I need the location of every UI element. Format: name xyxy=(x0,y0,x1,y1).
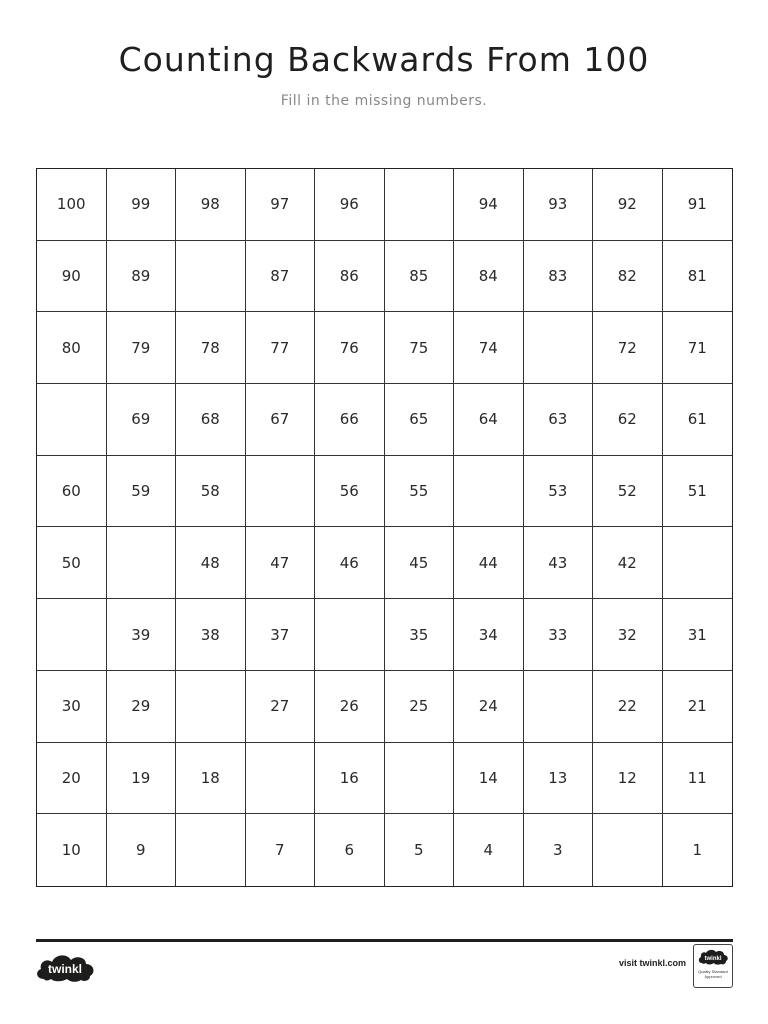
number-cell: 99 xyxy=(107,169,177,241)
number-cell: 30 xyxy=(37,671,107,743)
number-cell: 32 xyxy=(593,599,663,671)
number-cell: 45 xyxy=(385,527,455,599)
number-cell: 84 xyxy=(454,241,524,313)
number-cell: 48 xyxy=(176,527,246,599)
blank-cell[interactable] xyxy=(524,312,594,384)
blank-cell[interactable] xyxy=(385,743,455,815)
number-cell: 24 xyxy=(454,671,524,743)
number-cell: 10 xyxy=(37,814,107,886)
number-cell: 68 xyxy=(176,384,246,456)
blank-cell[interactable] xyxy=(37,384,107,456)
number-cell: 20 xyxy=(37,743,107,815)
number-cell: 44 xyxy=(454,527,524,599)
number-cell: 22 xyxy=(593,671,663,743)
number-cell: 78 xyxy=(176,312,246,384)
footer-divider xyxy=(36,939,733,942)
number-cell: 6 xyxy=(315,814,385,886)
blank-cell[interactable] xyxy=(524,671,594,743)
number-cell: 77 xyxy=(246,312,316,384)
badge-text: Quality Standard Approved xyxy=(698,969,728,979)
number-cell: 92 xyxy=(593,169,663,241)
number-cell: 34 xyxy=(454,599,524,671)
number-cell: 42 xyxy=(593,527,663,599)
number-cell: 61 xyxy=(663,384,733,456)
number-cell: 75 xyxy=(385,312,455,384)
number-cell: 96 xyxy=(315,169,385,241)
number-cell: 52 xyxy=(593,456,663,528)
number-cell: 80 xyxy=(37,312,107,384)
blank-cell[interactable] xyxy=(37,599,107,671)
number-cell: 1 xyxy=(692,841,703,860)
number-cell: 21 xyxy=(663,671,733,743)
blank-cell[interactable] xyxy=(593,814,663,886)
number-cell: 43 xyxy=(524,527,594,599)
number-cell: 7 xyxy=(246,814,316,886)
number-cell: 86 xyxy=(315,241,385,313)
page-title: Counting Backwards From 100 xyxy=(118,40,650,79)
number-cell: 98 xyxy=(176,169,246,241)
number-cell: 90 xyxy=(37,241,107,313)
blank-cell[interactable] xyxy=(454,456,524,528)
number-cell: 97 xyxy=(246,169,316,241)
badge-logo-text: twinkl xyxy=(704,956,722,962)
number-cell: 51 xyxy=(663,456,733,528)
number-cell: 13 xyxy=(524,743,594,815)
number-cell: 5 xyxy=(385,814,455,886)
number-cell: 94 xyxy=(454,169,524,241)
number-cell: 14 xyxy=(454,743,524,815)
blank-cell[interactable] xyxy=(176,241,246,313)
quality-badge xyxy=(693,944,733,988)
number-cell: 18 xyxy=(176,743,246,815)
number-cell: 59 xyxy=(107,456,177,528)
blank-cell[interactable] xyxy=(246,743,316,815)
blank-cell[interactable] xyxy=(246,456,316,528)
number-cell: 47 xyxy=(246,527,316,599)
number-cell: 50 xyxy=(37,527,107,599)
number-cell: 66 xyxy=(315,384,385,456)
number-cell: 65 xyxy=(385,384,455,456)
number-cell: 63 xyxy=(524,384,594,456)
number-cell: 62 xyxy=(593,384,663,456)
number-cell: 19 xyxy=(107,743,177,815)
blank-cell[interactable] xyxy=(315,599,385,671)
number-grid xyxy=(36,168,733,887)
number-cell: 3 xyxy=(524,814,594,886)
number-cell: 11 xyxy=(663,743,733,815)
number-cell: 74 xyxy=(454,312,524,384)
number-cell: 16 xyxy=(315,743,385,815)
number-cell: 4 xyxy=(454,814,524,886)
number-cell: 53 xyxy=(524,456,594,528)
number-cell: 91 xyxy=(663,169,733,241)
number-cell: 38 xyxy=(176,599,246,671)
number-cell: 82 xyxy=(593,241,663,313)
twinkl-logo[interactable] xyxy=(34,951,96,985)
number-cell: 71 xyxy=(663,312,733,384)
number-cell: 67 xyxy=(246,384,316,456)
number-cell: 93 xyxy=(524,169,594,241)
number-cell: 60 xyxy=(37,456,107,528)
number-cell: 76 xyxy=(315,312,385,384)
number-cell: 85 xyxy=(385,241,455,313)
number-cell: 9 xyxy=(107,814,177,886)
blank-cell[interactable] xyxy=(663,527,733,599)
number-cell: 58 xyxy=(176,456,246,528)
number-cell: 29 xyxy=(107,671,177,743)
blank-cell[interactable] xyxy=(385,169,455,241)
visit-link[interactable]: visit twinkl.com xyxy=(618,958,686,968)
number-cell: 35 xyxy=(385,599,455,671)
number-cell: 64 xyxy=(454,384,524,456)
number-cell: 55 xyxy=(385,456,455,528)
blank-cell[interactable] xyxy=(176,814,246,886)
badge-logo xyxy=(697,948,730,966)
number-cell: 89 xyxy=(107,241,177,313)
number-cell: 31 xyxy=(663,599,733,671)
number-cell: 87 xyxy=(246,241,316,313)
logo-text: twinkl xyxy=(47,962,83,976)
number-cell: 27 xyxy=(246,671,316,743)
number-cell: 12 xyxy=(593,743,663,815)
number-cell: 72 xyxy=(593,312,663,384)
blank-cell[interactable] xyxy=(176,671,246,743)
number-cell: 37 xyxy=(246,599,316,671)
number-cell: 69 xyxy=(107,384,177,456)
page-subtitle: Fill in the missing numbers. xyxy=(280,93,488,109)
blank-cell[interactable] xyxy=(107,527,177,599)
number-cell: 79 xyxy=(107,312,177,384)
number-cell: 83 xyxy=(524,241,594,313)
number-cell: 33 xyxy=(524,599,594,671)
number-cell: 39 xyxy=(107,599,177,671)
number-cell: 25 xyxy=(385,671,455,743)
number-cell: 81 xyxy=(663,241,733,313)
number-cell: 56 xyxy=(315,456,385,528)
number-cell: 26 xyxy=(315,671,385,743)
number-cell: 100 xyxy=(37,169,107,241)
number-cell: 46 xyxy=(315,527,385,599)
